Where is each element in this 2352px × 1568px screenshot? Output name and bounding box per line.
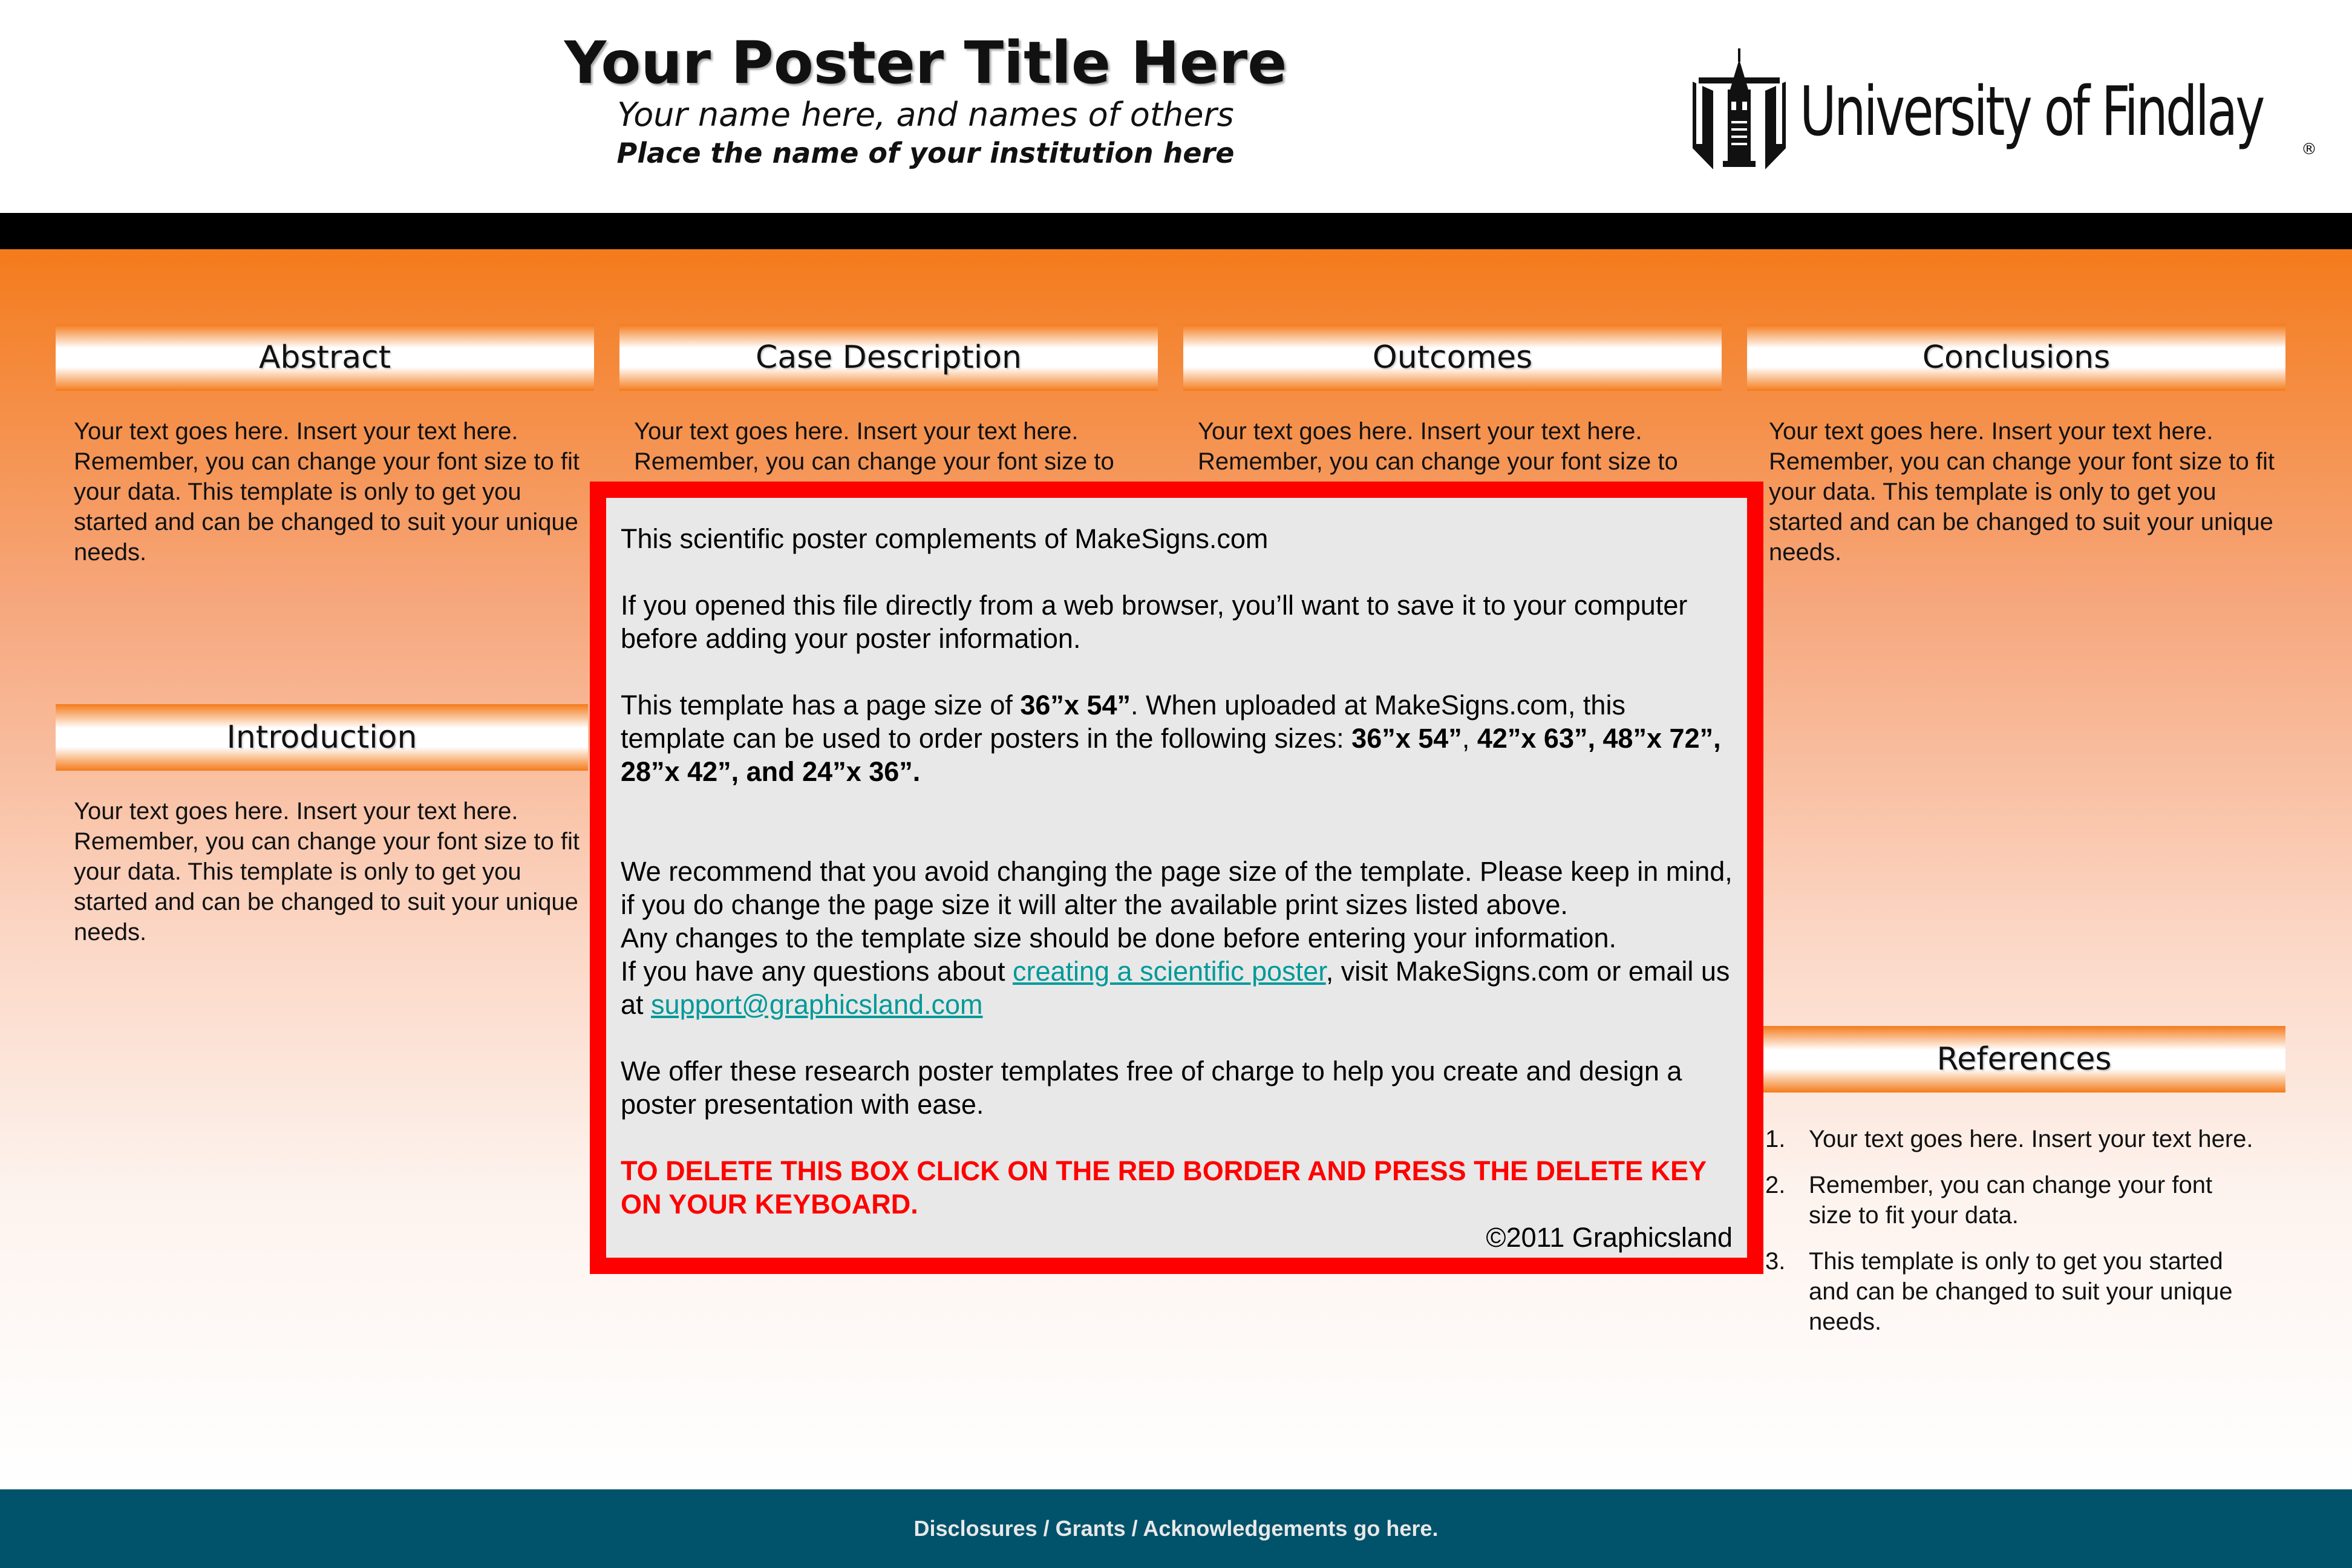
template-notice-box[interactable] — [590, 482, 1763, 1274]
institution-name: Place the name of your institution here — [616, 137, 1235, 169]
notice-free-offer: We offer these research poster templates free of charge to help you create and design a poster presentation with ease. — [621, 1056, 1682, 1120]
reference-item — [1765, 1124, 2261, 1154]
creating-poster-link[interactable]: creating a scientific poster — [1012, 956, 1326, 987]
conclusions-header: Conclusions — [1747, 324, 2285, 391]
notice-delete-warning: TO DELETE THIS BOX CLICK ON THE RED BORDER AND PRESS THE DELETE KEY ON YOUR KEYBOARD. — [621, 1155, 1707, 1220]
notice-page-size-text: This template has a page size of — [621, 690, 1021, 720]
tower-logo-icon — [1688, 48, 1791, 175]
university-name: University of Findlay — [1800, 73, 2263, 151]
notice-contact — [621, 955, 1733, 1021]
abstract-header: Abstract — [56, 324, 594, 391]
reference-item — [1765, 1246, 2261, 1337]
notice-save-instructions: If you opened this file directly from a web browser, you’ll want to save it to your computer before adding your poster information. — [621, 590, 1688, 654]
outcomes-body: Your text goes here. Insert your text here. Remember, you can change your font size to — [1198, 418, 1678, 475]
reference-item — [1765, 1170, 2261, 1230]
author-names: Your name here, and names of others — [617, 96, 1234, 134]
notice-size-option: 36”x 54” — [1351, 723, 1462, 754]
notice-contact-text: , visit MakeSigns.com or email us at — [621, 956, 1730, 1020]
notice-recommendation: We recommend that you avoid changing the page size of the template. Please keep in mind, if you do change the page size it will alter the available print sizes listed above. — [621, 856, 1733, 920]
notice-copyright: ©2011 Graphicsland — [1486, 1222, 1733, 1253]
case-description-header: Case Description — [619, 324, 1158, 391]
registered-mark: ® — [2301, 140, 2317, 158]
case-description-body: Your text goes here. Insert your text here. Remember, you can change your font size to — [634, 418, 1114, 475]
reference-text: This template is only to get you started and can be changed to suit your unique needs. — [1809, 1248, 2233, 1335]
notice-size-options: 42”x 63”, 48”x 72”, 28”x 42”, and 24”x 36”. — [621, 723, 1721, 787]
reference-number: 2. — [1765, 1172, 1786, 1198]
introduction-header: Introduction — [56, 704, 588, 771]
university-logo — [1688, 48, 2329, 175]
abstract-body: Your text goes here. Insert your text here. Remember, you can change your font size to fit your data. This template is only to get you started and can be changed to suit your unique needs. — [74, 418, 580, 566]
header-divider — [0, 213, 2352, 249]
notice-contact-text: If you have any questions about — [621, 956, 1013, 987]
notice-intro: This scientific poster complements of MakeSigns.com — [621, 523, 1269, 554]
poster-footer: Disclosures / Grants / Acknowledgements go here. — [0, 1489, 2352, 1568]
references-header: References — [1763, 1026, 2285, 1093]
introduction-body: Your text goes here. Insert your text here. Remember, you can change your font size to fit your data. This template is only to get you started and can be changed to suit your unique needs. — [74, 798, 580, 946]
references-list — [1765, 1124, 2261, 1353]
poster-header — [0, 0, 2352, 213]
conclusions-body: Your text goes here. Insert your text here. Remember, you can change your font size to fit your data. This template is only to get you started and can be changed to suit your unique needs. — [1769, 418, 2275, 566]
reference-text: Your text goes here. Insert your text here. — [1809, 1126, 2253, 1152]
reference-number: 1. — [1765, 1126, 1786, 1152]
notice-page-size-text: . When uploaded at MakeSigns.com, this template can be used to order posters in the following sizes: — [621, 690, 1625, 754]
poster-title: Your Poster Title Here — [564, 29, 1287, 97]
reference-text: Remember, you can change your font size to fit your data. — [1809, 1172, 2213, 1229]
notice-page-size-value: 36”x 54” — [1020, 690, 1131, 720]
notice-separator: , — [1462, 723, 1477, 754]
notice-page-size — [621, 688, 1733, 788]
notice-size-change: Any changes to the template size should be done before entering your information. — [621, 923, 1617, 953]
reference-number: 3. — [1765, 1248, 1786, 1275]
outcomes-header: Outcomes — [1183, 324, 1722, 391]
support-email-link[interactable]: support@graphicsland.com — [651, 989, 983, 1020]
